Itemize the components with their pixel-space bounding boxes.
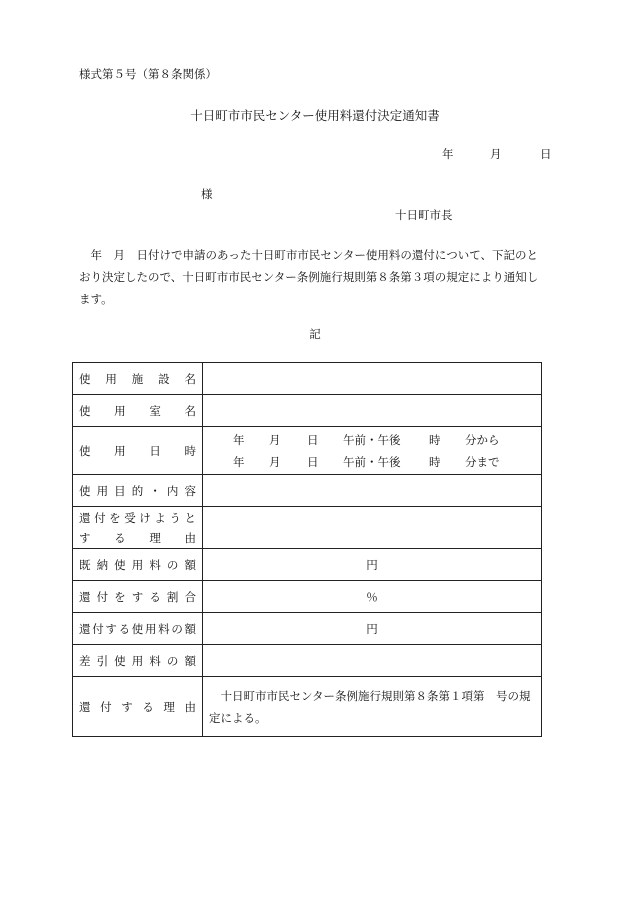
date-month: 月 [490,147,502,161]
datetime-from [203,429,541,451]
row-facility [73,363,542,395]
from-day: 日 [307,432,319,447]
from-ampm: 午前・午後 [343,432,401,447]
row-refund-amount [73,613,542,645]
row-refund-rate [73,581,542,613]
ki-heading: 記 [309,327,321,341]
from-min: 分から [465,432,500,447]
row-refund-reason [73,507,542,549]
to-year: 年 [233,454,245,469]
issuer: 十日町市長 [395,208,453,222]
purpose-value [203,475,542,507]
purpose-label: 使 用 目 的 ・ 内 容 [73,475,203,507]
refund-reason-value [203,507,542,549]
to-hour: 時 [429,454,441,469]
date-day: 日 [540,147,552,161]
form-number: 様式第５号（第８条関係） [79,67,217,81]
row-paid-fee [73,549,542,581]
deducted-fee-label: 差 引 使 用 料 の 額 [73,645,203,677]
datetime-to [203,451,541,473]
refund-basis-label: 還 付 す る 理 由 [73,677,203,737]
row-room [73,395,542,427]
room-value [203,395,542,427]
from-month: 月 [269,432,281,447]
datetime-label: 使 用 日 時 [73,427,203,475]
refund-reason-label: 還 付 を 受 け よ う と す る 理 由 [73,507,203,549]
refund-amount-value: 円 [203,613,542,645]
refund-rate-value: ％ [203,581,542,613]
body-text: 年 月 日付けで申請のあった十日町市市民センター使用料の還付について、下記のとおり決定したので、十日町市市民センター条例施行規則第８条第３項の規定により通知します。 [79,248,539,306]
facility-value [203,363,542,395]
refund-rate-label: 還 付 を す る 割 合 [73,581,203,613]
refund-amount-label: 還 付 す る 使 用 料 の 額 [73,613,203,645]
row-refund-basis [73,677,542,737]
to-ampm: 午前・午後 [343,454,401,469]
to-month: 月 [269,454,281,469]
detail-table [72,362,542,737]
datetime-value [203,427,542,475]
deducted-fee-value [203,645,542,677]
paid-fee-value: 円 [203,549,542,581]
row-datetime [73,427,542,475]
from-hour: 時 [429,432,441,447]
addressee: 様 [201,187,213,201]
refund-basis-value: 十日町市市民センター条例施行規則第８条第１項第 号の規定による。 [203,677,542,737]
to-day: 日 [307,454,319,469]
from-year: 年 [233,432,245,447]
facility-label: 使 用 施 設 名 [73,363,203,395]
date-year: 年 [442,147,454,161]
row-purpose [73,475,542,507]
to-min: 分まで [465,454,500,469]
row-deducted-fee [73,645,542,677]
document-title: 十日町市市民センター使用料還付決定通知書 [190,108,440,123]
room-label: 使 用 室 名 [73,395,203,427]
paid-fee-label: 既 納 使 用 料 の 額 [73,549,203,581]
